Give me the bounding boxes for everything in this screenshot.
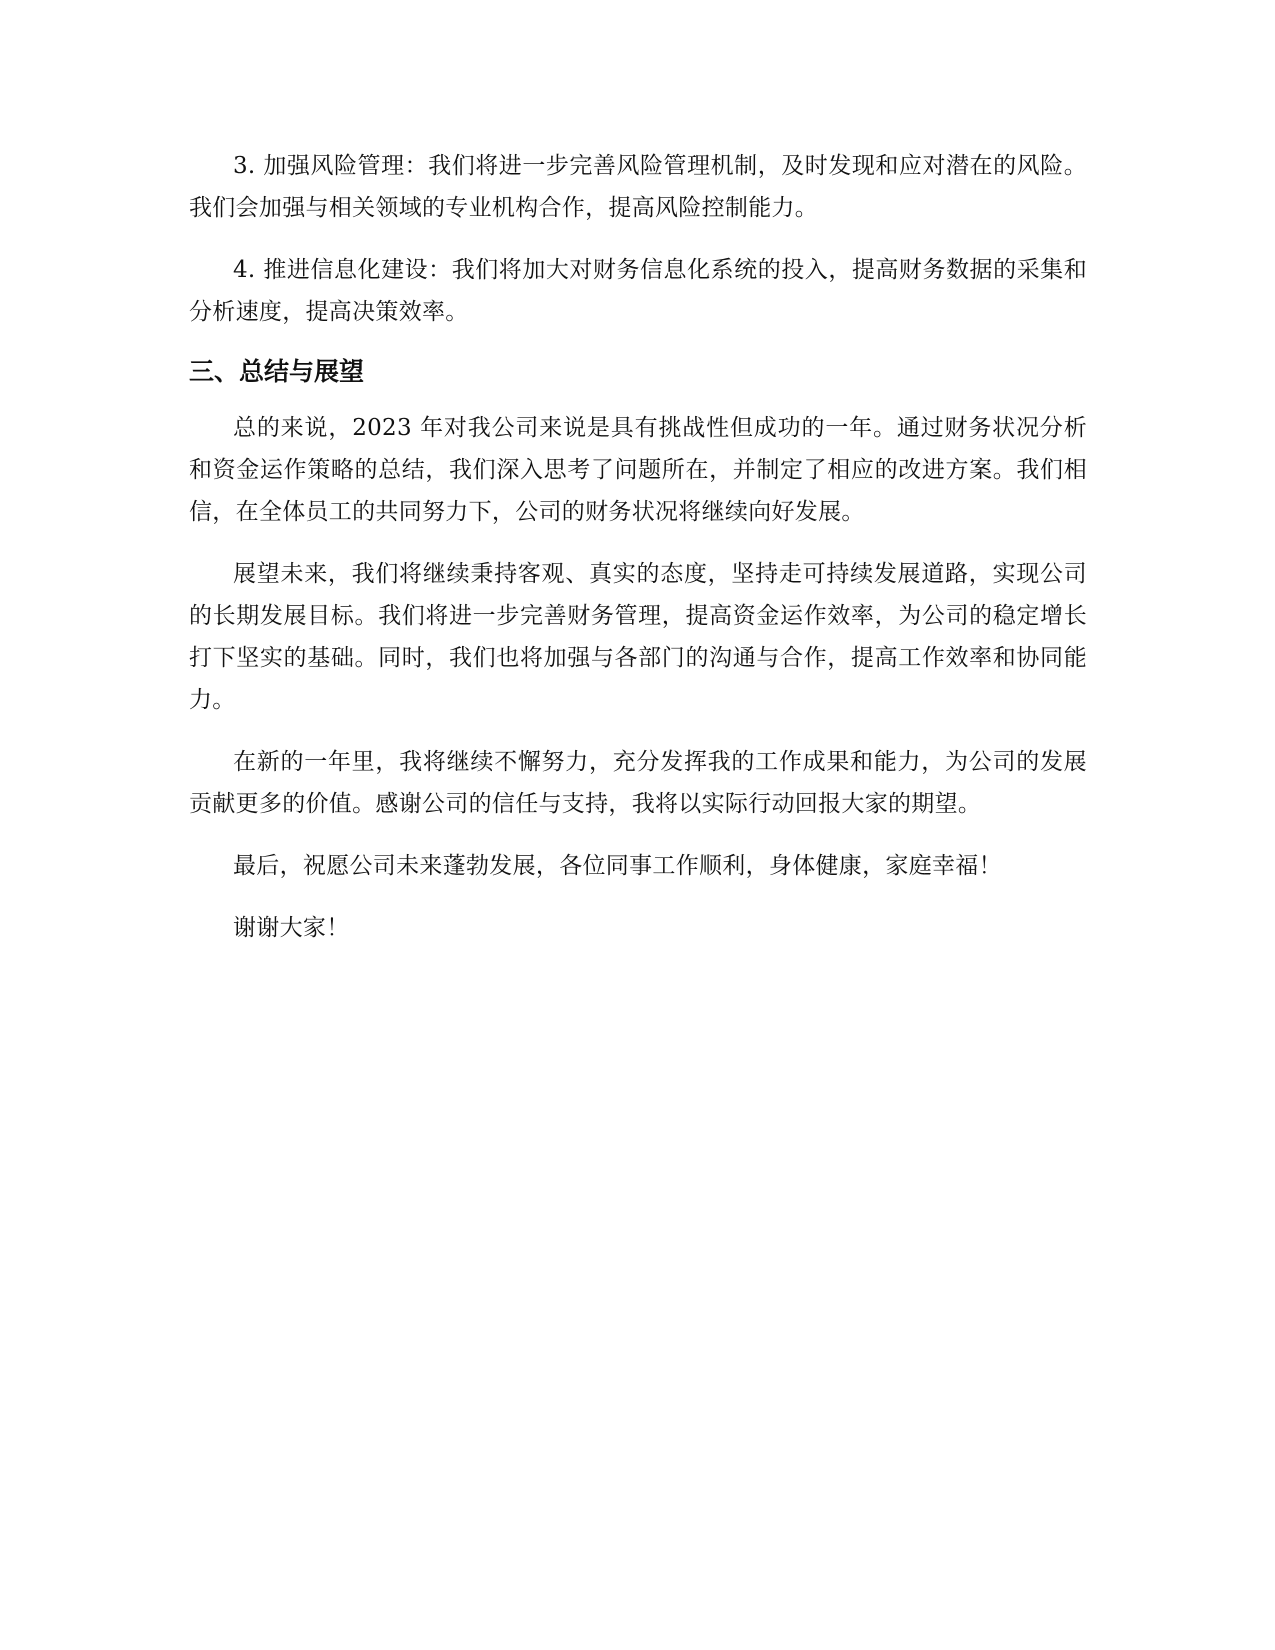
paragraph-thanks: 谢谢大家！: [233, 915, 350, 941]
document-body: [189, 145, 1087, 969]
section-heading: 三、总结与展望: [189, 357, 365, 386]
paragraph-informatization: 4. 推进信息化建设：我们将加大对财务信息化系统的投入，提高财务数据的采集和分析速度，提高决策效率。: [189, 257, 1087, 325]
paragraph-summary: 总的来说，2023 年对我公司来说是具有挑战性但成功的一年。通过财务状况分析和资金运作策略的总结，我们深入思考了问题所在，并制定了相应的改进方案。我们相信，在全体员工的共同努力下，公司的财务状况将继续向好发展。: [189, 415, 1087, 525]
paragraph-new-year: 在新的一年里，我将继续不懈努力，充分发挥我的工作成果和能力，为公司的发展贡献更多的价值。感谢公司的信任与支持，我将以实际行动回报大家的期望。: [189, 749, 1087, 817]
paragraph-outlook: 展望未来，我们将继续秉持客观、真实的态度，坚持走可持续发展道路，实现公司的长期发展目标。我们将进一步完善财务管理，提高资金运作效率，为公司的稳定增长打下坚实的基础。同时，我们也将加强与各部门的沟通与合作，提高工作效率和协同能力。: [189, 561, 1087, 713]
paragraph-risk-management: 3. 加强风险管理：我们将进一步完善风险管理机制，及时发现和应对潜在的风险。我们会加强与相关领域的专业机构合作，提高风险控制能力。: [189, 153, 1087, 221]
paragraph-wishes: 最后，祝愿公司未来蓬勃发展，各位同事工作顺利，身体健康，家庭幸福！: [233, 853, 1002, 879]
